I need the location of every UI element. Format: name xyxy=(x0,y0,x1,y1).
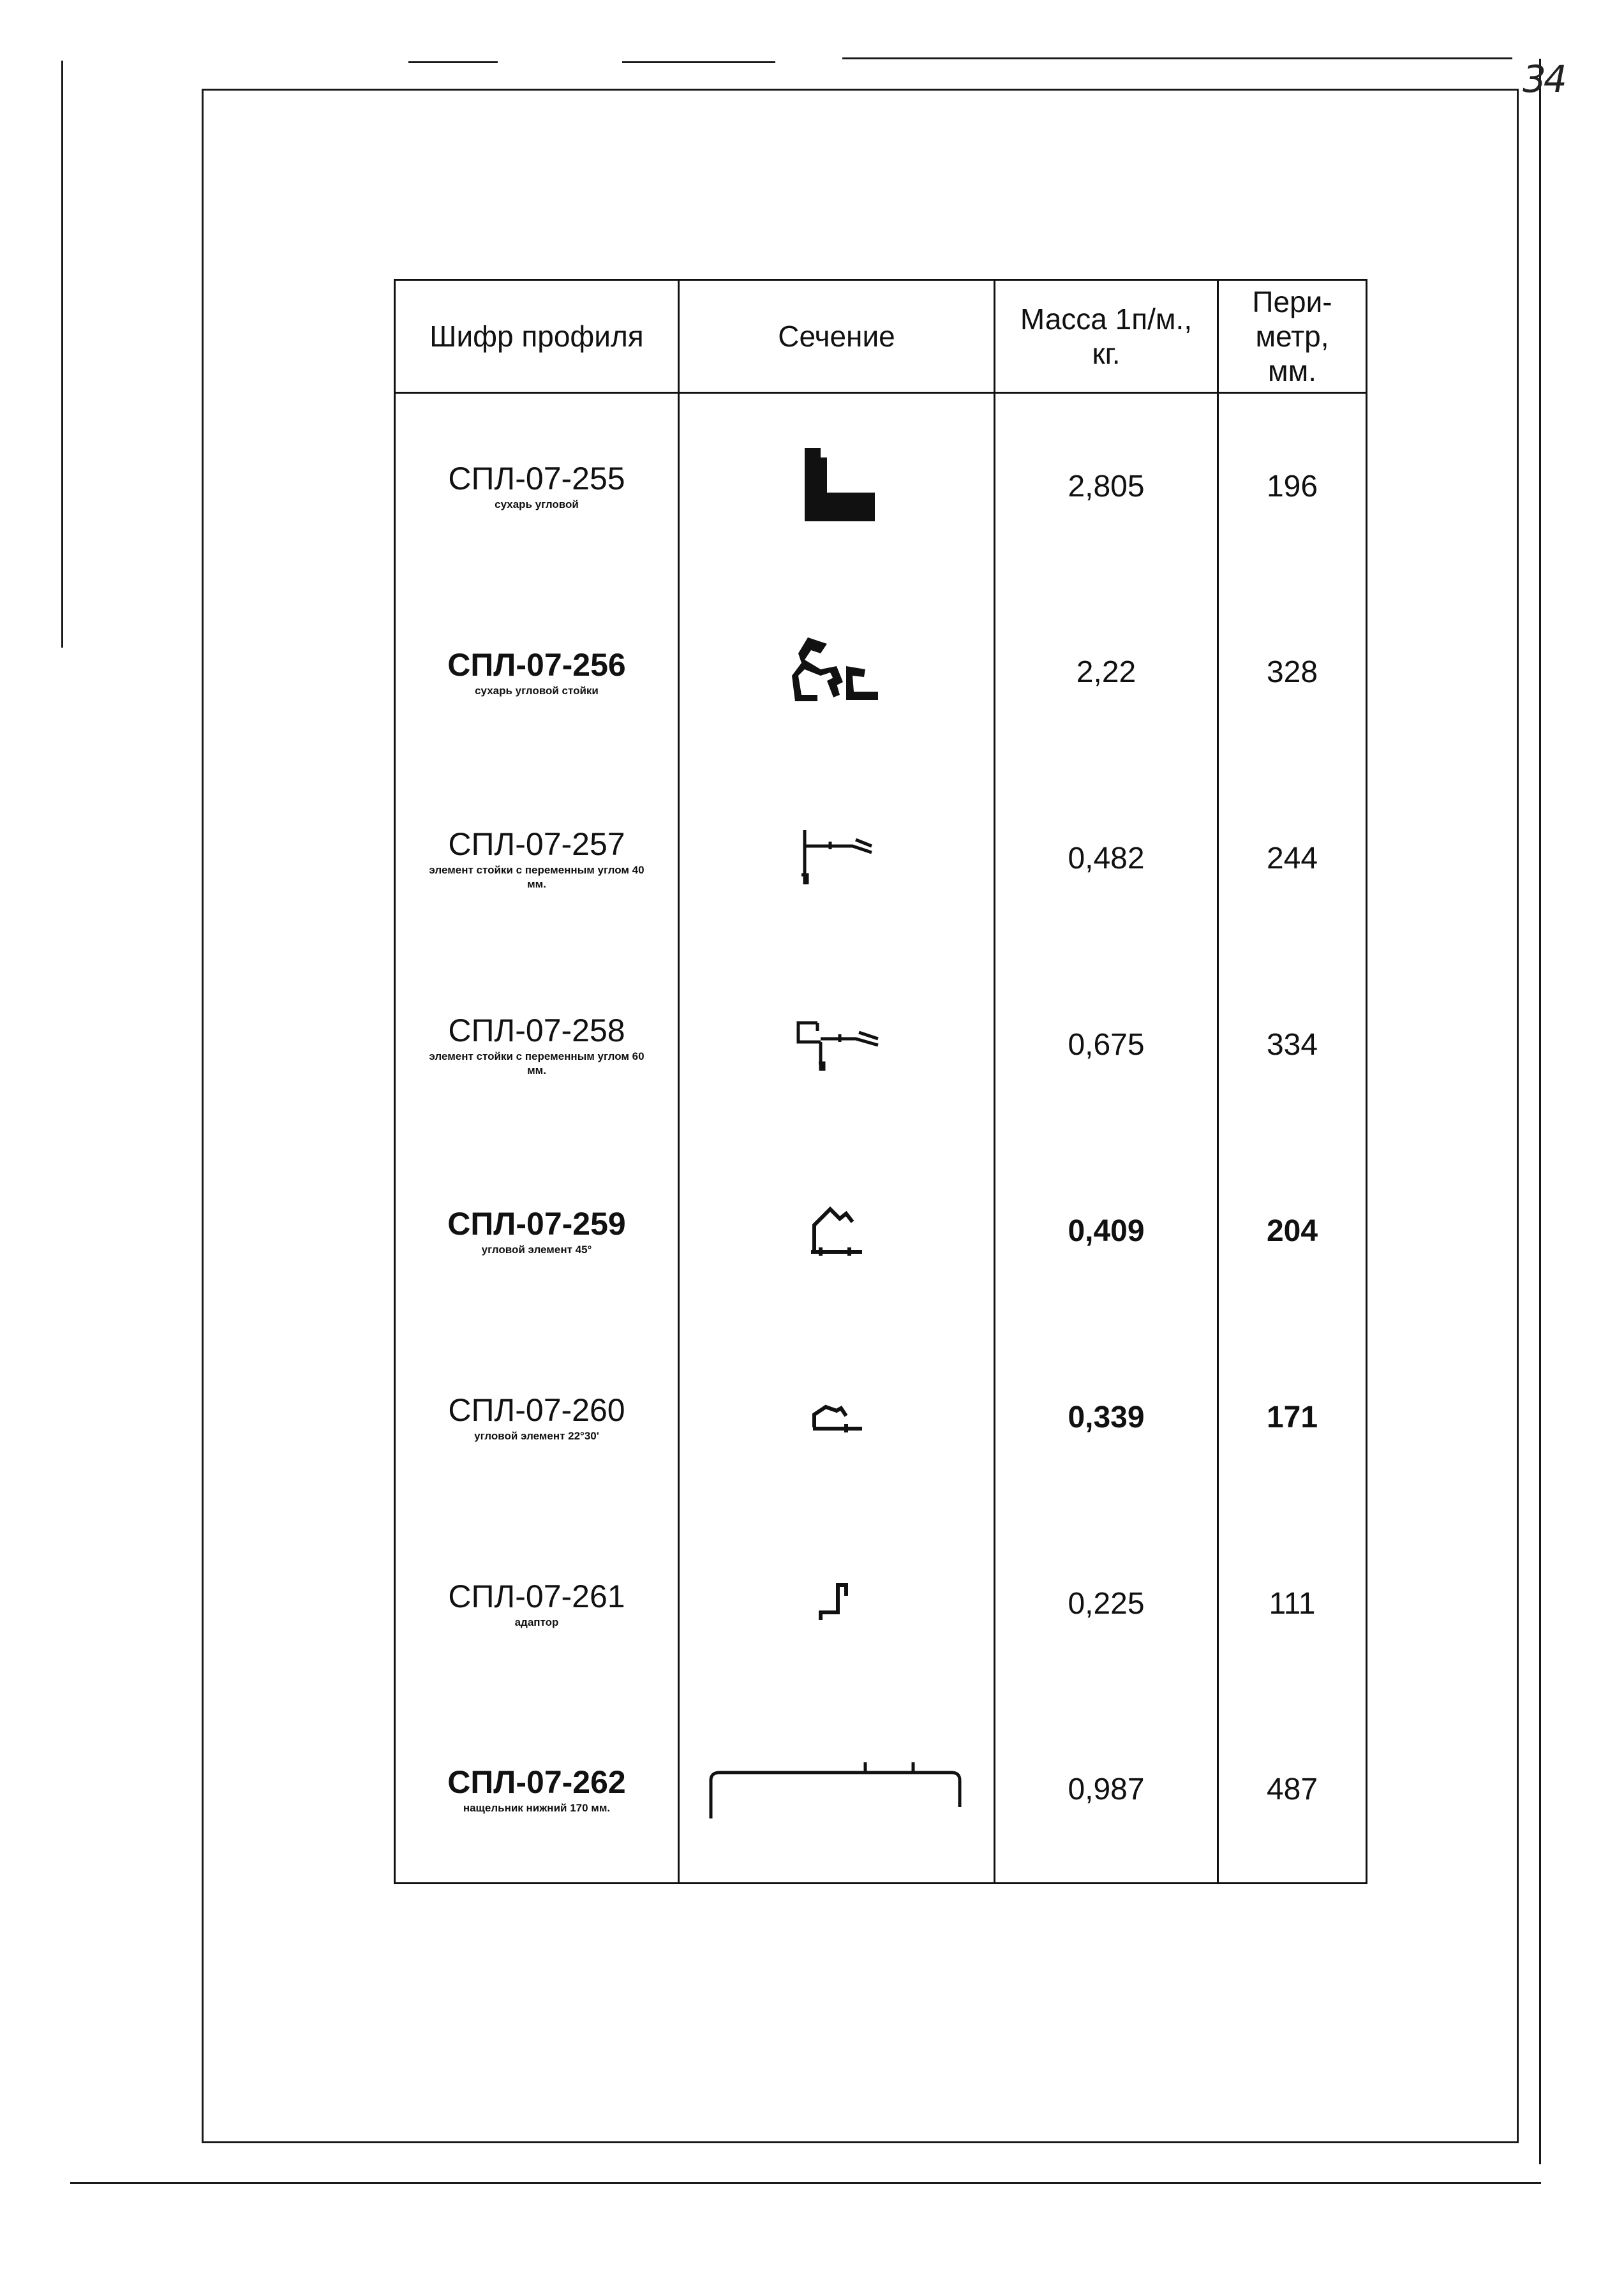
profile-desc: сухарь угловой стойки xyxy=(475,684,599,697)
mass-cell xyxy=(995,1325,1218,1511)
code-cell xyxy=(395,393,679,579)
perimeter-value: 204 xyxy=(1266,1214,1318,1248)
mass-cell xyxy=(995,579,1218,766)
mass-value: 0,987 xyxy=(1068,1773,1145,1807)
page-bottom-line xyxy=(70,2182,1541,2184)
code-cell xyxy=(395,1511,679,1697)
top-dashed-line-2 xyxy=(622,61,775,63)
variable-angle-60-profile-icon xyxy=(786,1013,888,1077)
mass-cell xyxy=(995,766,1218,952)
perimeter-value: 328 xyxy=(1266,655,1318,689)
mass-cell xyxy=(995,1511,1218,1697)
header-perimeter: Пери-метр, мм. xyxy=(1218,280,1367,393)
profile-code: СПЛ-07-262 xyxy=(447,1764,626,1800)
adapter-profile-icon xyxy=(811,1575,862,1633)
section-cell xyxy=(679,1697,995,1884)
perimeter-cell xyxy=(1218,393,1367,579)
table-row xyxy=(395,1697,1367,1884)
perimeter-cell xyxy=(1218,952,1367,1138)
code-cell xyxy=(395,1697,679,1884)
perimeter-value: 244 xyxy=(1266,842,1318,875)
mass-value: 0,482 xyxy=(1068,842,1145,875)
section-cell xyxy=(679,766,995,952)
profile-table xyxy=(394,279,1367,1884)
frame-inner-right xyxy=(1517,89,1519,2142)
frame-left xyxy=(202,89,204,2143)
perimeter-value: 334 xyxy=(1266,1028,1318,1062)
perimeter-cell xyxy=(1218,1697,1367,1884)
profile-desc: угловой элемент 45° xyxy=(481,1243,592,1256)
frame-top xyxy=(202,89,1519,91)
page-number: 34 xyxy=(1523,57,1565,101)
profile-desc: адаптор xyxy=(514,1616,559,1628)
mass-value: 2,805 xyxy=(1068,469,1145,503)
table-row xyxy=(395,579,1367,766)
profile-desc: сухарь угловой xyxy=(495,498,579,511)
mass-cell xyxy=(995,393,1218,579)
mass-cell xyxy=(995,952,1218,1138)
mass-value: 0,675 xyxy=(1068,1028,1145,1062)
mass-cell xyxy=(995,1138,1218,1325)
section-cell xyxy=(679,393,995,579)
section-cell xyxy=(679,1325,995,1511)
profile-desc: элемент стойки с переменным углом 60 мм. xyxy=(429,1050,644,1076)
mass-value: 0,409 xyxy=(1068,1214,1145,1248)
mass-value: 0,225 xyxy=(1068,1587,1145,1621)
frame-outer-right xyxy=(1539,59,1541,2164)
mass-value: 2,22 xyxy=(1076,655,1136,689)
section-cell xyxy=(679,1511,995,1697)
left-margin-line xyxy=(61,61,63,648)
table-row xyxy=(395,1325,1367,1511)
perimeter-value: 196 xyxy=(1266,469,1318,503)
profile-desc: нащельник нижний 170 мм. xyxy=(463,1801,611,1814)
profile-code: СПЛ-07-259 xyxy=(447,1205,626,1242)
bottom-cover-strip-profile-icon xyxy=(706,1755,967,1825)
profile-code: СПЛ-07-255 xyxy=(448,461,625,497)
header-section: Сечение xyxy=(679,280,995,393)
perimeter-value: 171 xyxy=(1266,1401,1318,1434)
profile-code: СПЛ-07-258 xyxy=(448,1012,625,1048)
profile-code: СПЛ-07-256 xyxy=(447,646,626,683)
header-code: Шифр профиля xyxy=(395,280,679,393)
perimeter-cell xyxy=(1218,766,1367,952)
code-cell xyxy=(395,952,679,1138)
table-row xyxy=(395,1138,1367,1325)
variable-angle-40-profile-icon xyxy=(792,824,881,894)
header-mass: Масса 1п/м., кг. xyxy=(995,280,1218,393)
profile-code: СПЛ-07-260 xyxy=(448,1392,625,1428)
top-dashed-line-3 xyxy=(842,57,1512,59)
code-cell xyxy=(395,1325,679,1511)
corner-post-profile-icon xyxy=(782,631,891,714)
table-row xyxy=(395,393,1367,579)
perimeter-cell xyxy=(1218,1325,1367,1511)
section-cell xyxy=(679,579,995,766)
table-header-row xyxy=(395,280,1367,393)
perimeter-value: 111 xyxy=(1269,1587,1316,1621)
profile-code: СПЛ-07-261 xyxy=(448,1578,625,1614)
perimeter-cell xyxy=(1218,1511,1367,1697)
perimeter-cell xyxy=(1218,1138,1367,1325)
section-cell xyxy=(679,1138,995,1325)
table-row xyxy=(395,952,1367,1138)
corner-22-30-profile-icon xyxy=(801,1395,872,1440)
corner-45-profile-icon xyxy=(798,1200,875,1263)
table-row xyxy=(395,1511,1367,1697)
table-row xyxy=(395,766,1367,952)
code-cell xyxy=(395,1138,679,1325)
mass-value: 0,339 xyxy=(1068,1401,1145,1434)
perimeter-cell xyxy=(1218,579,1367,766)
mass-cell xyxy=(995,1697,1218,1884)
perimeter-value: 487 xyxy=(1266,1773,1318,1807)
profile-desc: элемент стойки с переменным углом 40 мм. xyxy=(429,863,644,890)
code-cell xyxy=(395,579,679,766)
solid-corner-profile-icon xyxy=(792,445,881,528)
profile-code: СПЛ-07-257 xyxy=(448,826,625,862)
top-dashed-line-1 xyxy=(408,61,498,63)
frame-bottom xyxy=(202,2141,1519,2143)
section-cell xyxy=(679,952,995,1138)
profile-desc: угловой элемент 22°30' xyxy=(474,1429,599,1442)
code-cell xyxy=(395,766,679,952)
